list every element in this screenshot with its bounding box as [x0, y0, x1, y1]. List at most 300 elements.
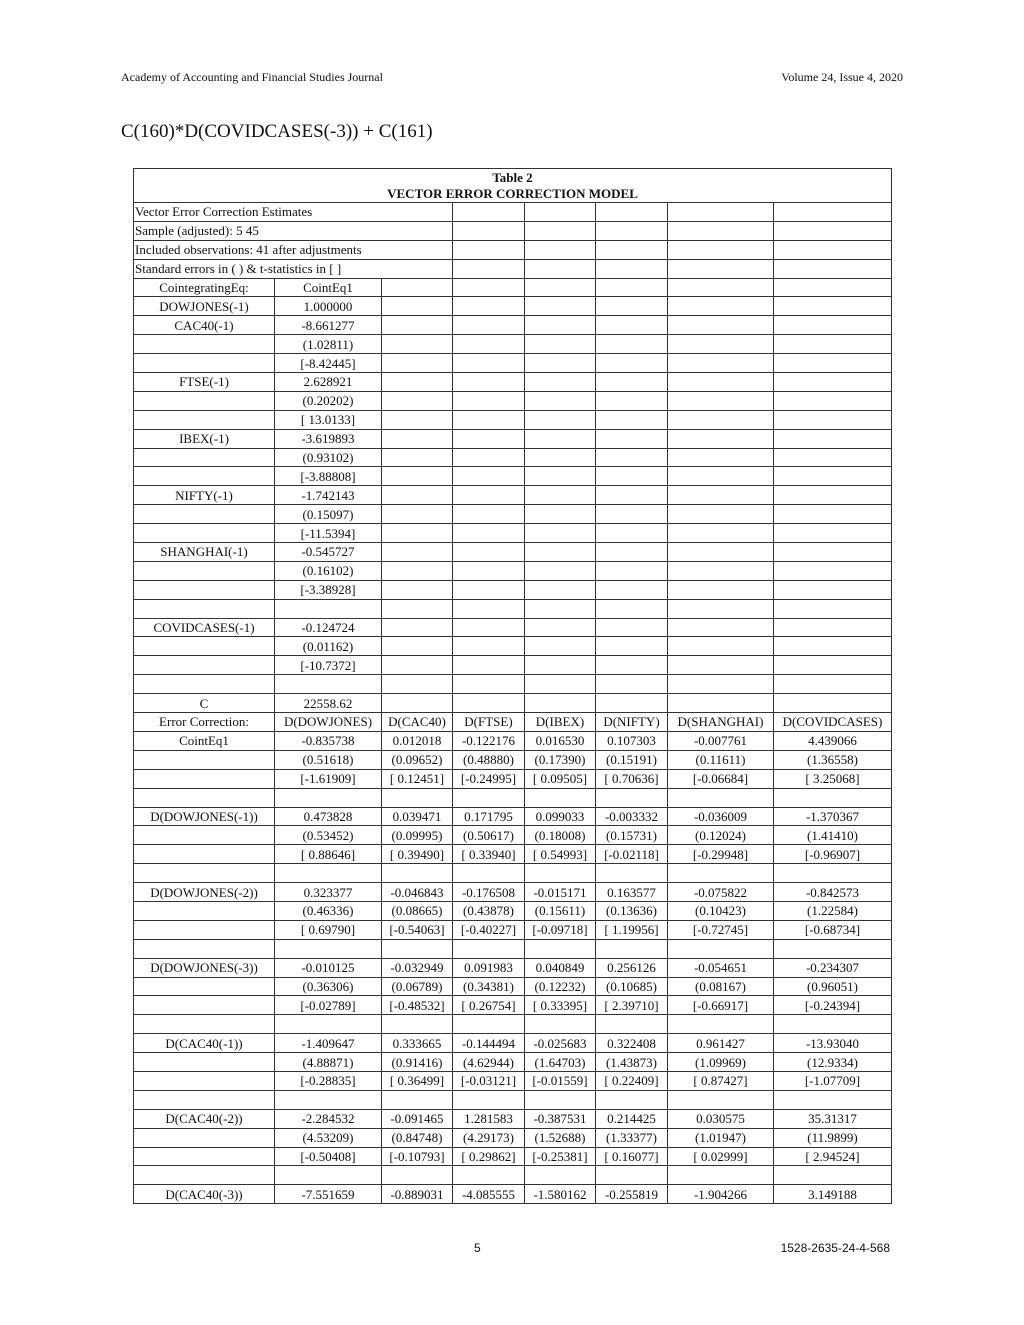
note-row [134, 221, 892, 240]
table-cell [275, 1015, 382, 1034]
table-cell [668, 278, 774, 297]
table-row [134, 883, 892, 902]
table-cell: [ 1.19956] [596, 920, 668, 939]
row-label [134, 845, 275, 864]
table-cell: -0.075822 [668, 883, 774, 902]
table-cell [453, 240, 525, 259]
table-cell: [-0.03121] [453, 1071, 525, 1090]
table-cell: -0.122176 [453, 731, 525, 750]
table-cell [382, 561, 453, 580]
table-cell [596, 467, 668, 486]
table-cell [668, 505, 774, 524]
table-row [134, 278, 892, 297]
table-cell [382, 486, 453, 505]
table-cell [774, 448, 892, 467]
table-cell [525, 259, 596, 278]
table-cell: -13.93040 [774, 1034, 892, 1053]
table-cell: [ 13.0133] [275, 410, 382, 429]
table-cell [382, 656, 453, 675]
table-cell: (0.01162) [275, 637, 382, 656]
row-label: D(DOWJONES(-3)) [134, 958, 275, 977]
table-cell [525, 316, 596, 335]
table-cell: (0.20202) [275, 391, 382, 410]
table-cell [275, 864, 382, 883]
table-cell [525, 694, 596, 713]
table-cell: -0.234307 [774, 958, 892, 977]
row-label [134, 769, 275, 788]
column-header: D(SHANGHAI) [668, 713, 774, 732]
table-cell: [-8.42445] [275, 354, 382, 373]
table-cell [453, 1166, 525, 1185]
table-cell: (0.15611) [525, 901, 596, 920]
table-cell [774, 373, 892, 392]
table-cell: -1.409647 [275, 1034, 382, 1053]
table-cell: 0.039471 [382, 807, 453, 826]
table-row [134, 731, 892, 750]
journal-title: Academy of Accounting and Financial Studies Journal [121, 70, 383, 84]
table-cell [774, 297, 892, 316]
row-label [134, 1053, 275, 1072]
row-label: D(CAC40(-3)) [134, 1185, 275, 1204]
table-cell [382, 505, 453, 524]
row-label: COVIDCASES(-1) [134, 618, 275, 637]
row-label [134, 977, 275, 996]
table-cell: (12.9334) [774, 1053, 892, 1072]
table-cell [382, 1090, 453, 1109]
row-label [134, 524, 275, 543]
table-cell [453, 354, 525, 373]
table-row [134, 920, 892, 939]
table-cell [596, 505, 668, 524]
table-cell: (0.08665) [382, 901, 453, 920]
table-cell [453, 1015, 525, 1034]
table-cell: -2.284532 [275, 1109, 382, 1128]
table-cell [668, 391, 774, 410]
table-cell: (0.10423) [668, 901, 774, 920]
table-cell: (1.36558) [774, 750, 892, 769]
volume-issue: Volume 24, Issue 4, 2020 [781, 70, 903, 84]
table-cell: -0.007761 [668, 731, 774, 750]
table-row [134, 901, 892, 920]
table-row [134, 373, 892, 392]
table-cell [596, 618, 668, 637]
table-cell [596, 939, 668, 958]
table-cell [453, 335, 525, 354]
table-cell: [ 0.69790] [275, 920, 382, 939]
table-cell: (0.15731) [596, 826, 668, 845]
table-cell: [-0.25381] [525, 1147, 596, 1166]
table-row [134, 524, 892, 543]
table-cell [596, 580, 668, 599]
table-row [134, 750, 892, 769]
table-cell: [ 0.88646] [275, 845, 382, 864]
table-cell: (0.12024) [668, 826, 774, 845]
table-cell: 2.628921 [275, 373, 382, 392]
table-cell [668, 637, 774, 656]
table-cell: 0.333665 [382, 1034, 453, 1053]
table-cell: [-0.72745] [668, 920, 774, 939]
table-cell: CointEq1 [275, 278, 382, 297]
table-row [134, 807, 892, 826]
table-cell [525, 373, 596, 392]
table-caption-row [134, 169, 892, 203]
table-cell: 0.030575 [668, 1109, 774, 1128]
table-cell [774, 656, 892, 675]
table-cell: [ 2.39710] [596, 996, 668, 1015]
table-cell [525, 240, 596, 259]
table-cell [774, 1166, 892, 1185]
table-cell: -1.370367 [774, 807, 892, 826]
table-row [134, 1109, 892, 1128]
table-cell: -1.742143 [275, 486, 382, 505]
note-row [134, 203, 892, 222]
row-label [134, 656, 275, 675]
table-cell: 0.256126 [596, 958, 668, 977]
table-cell [525, 561, 596, 580]
table-cell [774, 1090, 892, 1109]
row-label [134, 637, 275, 656]
table-cell [774, 637, 892, 656]
table-cell: -0.091465 [382, 1109, 453, 1128]
table-cell [382, 637, 453, 656]
row-label: D(DOWJONES(-1)) [134, 807, 275, 826]
table-row [134, 1185, 892, 1204]
table-cell [382, 599, 453, 618]
table-cell [382, 429, 453, 448]
table-cell: 0.214425 [596, 1109, 668, 1128]
table-cell: [-0.02789] [275, 996, 382, 1015]
table-cell: 0.107303 [596, 731, 668, 750]
note-text: Vector Error Correction Estimates [134, 203, 453, 222]
table-row [134, 410, 892, 429]
table-cell [596, 599, 668, 618]
row-label [134, 391, 275, 410]
table-cell [382, 524, 453, 543]
column-header: D(NIFTY) [596, 713, 668, 732]
table-cell: (1.22584) [774, 901, 892, 920]
table-cell: -0.124724 [275, 618, 382, 637]
table-cell [525, 429, 596, 448]
column-header: D(COVIDCASES) [774, 713, 892, 732]
table-cell [382, 316, 453, 335]
table-cell [382, 580, 453, 599]
table-cell [774, 505, 892, 524]
table-cell: (0.84748) [382, 1128, 453, 1147]
table-cell [596, 259, 668, 278]
table-cell [668, 221, 774, 240]
table-cell: (0.13636) [596, 901, 668, 920]
table-cell [453, 524, 525, 543]
table-row [134, 694, 892, 713]
row-label: NIFTY(-1) [134, 486, 275, 505]
table-caption [134, 169, 892, 203]
table-cell: (0.08167) [668, 977, 774, 996]
table-cell [453, 1090, 525, 1109]
table-cell [774, 788, 892, 807]
table-cell: (1.64703) [525, 1053, 596, 1072]
table-cell: (1.02811) [275, 335, 382, 354]
table-cell [382, 410, 453, 429]
table-cell [668, 864, 774, 883]
table-cell: [ 0.54993] [525, 845, 596, 864]
table-cell [596, 354, 668, 373]
table-cell [774, 335, 892, 354]
page-number: 5 [474, 1241, 481, 1255]
table-row [134, 448, 892, 467]
table-cell [668, 429, 774, 448]
table-cell [668, 939, 774, 958]
table-cell [382, 1015, 453, 1034]
table-cell [525, 391, 596, 410]
table-row [134, 826, 892, 845]
table-cell [774, 618, 892, 637]
table-cell: [-0.29948] [668, 845, 774, 864]
table-cell [525, 788, 596, 807]
table-cell [453, 278, 525, 297]
table-cell: [-0.06684] [668, 769, 774, 788]
table-cell [668, 240, 774, 259]
table-cell: [-0.10793] [382, 1147, 453, 1166]
table-cell [525, 656, 596, 675]
table-cell [596, 297, 668, 316]
table-cell [382, 354, 453, 373]
table-cell: [-11.5394] [275, 524, 382, 543]
table-cell [453, 580, 525, 599]
table-cell: (0.34381) [453, 977, 525, 996]
table-cell: (0.36306) [275, 977, 382, 996]
table-row [134, 429, 892, 448]
table-cell: [-3.38928] [275, 580, 382, 599]
table-cell [668, 354, 774, 373]
table-cell: [ 0.22409] [596, 1071, 668, 1090]
table-cell [774, 561, 892, 580]
table-cell [382, 373, 453, 392]
table-cell: (0.06789) [382, 977, 453, 996]
row-label: D(CAC40(-1)) [134, 1034, 275, 1053]
table-cell [453, 618, 525, 637]
table-row [134, 769, 892, 788]
table-cell [596, 373, 668, 392]
table-row [134, 1053, 892, 1072]
table-cell: (11.9899) [774, 1128, 892, 1147]
table-cell [382, 939, 453, 958]
table-cell [596, 1166, 668, 1185]
table-cell: (0.43878) [453, 901, 525, 920]
table-cell: (0.15191) [596, 750, 668, 769]
table-cell: 0.163577 [596, 883, 668, 902]
table-cell [525, 675, 596, 694]
table-cell [668, 335, 774, 354]
table-cell [668, 259, 774, 278]
table-cell [453, 599, 525, 618]
table-cell [382, 297, 453, 316]
row-label [134, 467, 275, 486]
table-cell: [-0.09718] [525, 920, 596, 939]
table-cell [453, 467, 525, 486]
table-cell [774, 543, 892, 562]
row-label [134, 939, 275, 958]
table-row [134, 391, 892, 410]
table-cell: 0.171795 [453, 807, 525, 826]
table-cell: -0.255819 [596, 1185, 668, 1204]
table-cell [596, 675, 668, 694]
table-cell: (4.29173) [453, 1128, 525, 1147]
note-text: Sample (adjusted): 5 45 [134, 221, 453, 240]
table-cell [774, 354, 892, 373]
table-cell: -0.842573 [774, 883, 892, 902]
table-cell: [ 0.33395] [525, 996, 596, 1015]
table-cell [596, 788, 668, 807]
table-cell [596, 410, 668, 429]
table-cell: -3.619893 [275, 429, 382, 448]
table-cell: (1.01947) [668, 1128, 774, 1147]
table-cell [275, 1166, 382, 1185]
table-cell: -0.046843 [382, 883, 453, 902]
table-cell: (1.33377) [596, 1128, 668, 1147]
row-label: IBEX(-1) [134, 429, 275, 448]
table-cell [596, 429, 668, 448]
table-row [134, 335, 892, 354]
row-label: C [134, 694, 275, 713]
table-cell: -0.889031 [382, 1185, 453, 1204]
table-cell [275, 675, 382, 694]
table-cell: [-0.24394] [774, 996, 892, 1015]
table-cell: (0.53452) [275, 826, 382, 845]
table-cell: -0.032949 [382, 958, 453, 977]
table-row [134, 1147, 892, 1166]
table-row [134, 977, 892, 996]
table-cell: (1.09969) [668, 1053, 774, 1072]
table-cell: (0.18008) [525, 826, 596, 845]
table-cell [774, 1015, 892, 1034]
table-cell [525, 524, 596, 543]
table-cell [382, 391, 453, 410]
table-cell [774, 203, 892, 222]
table-cell: (0.48880) [453, 750, 525, 769]
table-cell [382, 467, 453, 486]
table-cell [668, 203, 774, 222]
table-cell [668, 524, 774, 543]
table-cell [668, 1090, 774, 1109]
table-cell: -0.054651 [668, 958, 774, 977]
table-cell [596, 694, 668, 713]
row-label: CAC40(-1) [134, 316, 275, 335]
table-cell [774, 278, 892, 297]
note-text: Included observations: 41 after adjustments [134, 240, 453, 259]
table-cell [525, 543, 596, 562]
table-cell [382, 543, 453, 562]
table-cell: [ 0.12451] [382, 769, 453, 788]
table-cell [774, 939, 892, 958]
table-cell: 22558.62 [275, 694, 382, 713]
ec-header-row [134, 713, 892, 732]
table-cell: 4.439066 [774, 731, 892, 750]
table-cell [596, 1090, 668, 1109]
table-cell: [-0.28835] [275, 1071, 382, 1090]
table-cell: (1.52688) [525, 1128, 596, 1147]
table-cell: -0.015171 [525, 883, 596, 902]
table-cell: (4.53209) [275, 1128, 382, 1147]
row-label [134, 561, 275, 580]
table-cell [525, 939, 596, 958]
table-cell: 1.281583 [453, 1109, 525, 1128]
table-cell: 0.040849 [525, 958, 596, 977]
table-cell [596, 316, 668, 335]
table-cell [596, 1015, 668, 1034]
table-cell [668, 694, 774, 713]
table-cell: [-3.88808] [275, 467, 382, 486]
table-row [134, 467, 892, 486]
table-cell: [ 0.33940] [453, 845, 525, 864]
table-cell [668, 467, 774, 486]
row-label [134, 675, 275, 694]
table-cell [525, 486, 596, 505]
table-cell: (0.51618) [275, 750, 382, 769]
table-cell [774, 694, 892, 713]
table-cell: -4.085555 [453, 1185, 525, 1204]
table-cell [453, 410, 525, 429]
table-row [134, 618, 892, 637]
table-cell [774, 580, 892, 599]
table-row [134, 637, 892, 656]
table-row [134, 580, 892, 599]
table-cell: 3.149188 [774, 1185, 892, 1204]
table-cell [525, 580, 596, 599]
column-header: D(DOWJONES) [275, 713, 382, 732]
column-header: D(IBEX) [525, 713, 596, 732]
table-cell [525, 1015, 596, 1034]
table-cell [453, 788, 525, 807]
table-cell: [ 0.29862] [453, 1147, 525, 1166]
table-cell: -8.661277 [275, 316, 382, 335]
table-cell: (0.10685) [596, 977, 668, 996]
row-label: SHANGHAI(-1) [134, 543, 275, 562]
table-cell [668, 316, 774, 335]
table-cell [596, 864, 668, 883]
table-cell [596, 543, 668, 562]
row-label [134, 335, 275, 354]
table-cell: 0.961427 [668, 1034, 774, 1053]
table-cell [525, 1090, 596, 1109]
table-cell [525, 278, 596, 297]
table-cell: 1.000000 [275, 297, 382, 316]
table-cell: [ 0.70636] [596, 769, 668, 788]
table-cell [668, 675, 774, 694]
table-cell: -0.010125 [275, 958, 382, 977]
table-cell: -0.545727 [275, 543, 382, 562]
table-cell [525, 203, 596, 222]
row-label [134, 920, 275, 939]
row-label [134, 505, 275, 524]
table-cell [774, 467, 892, 486]
table-row [134, 675, 892, 694]
table-row [134, 1128, 892, 1147]
table-row [134, 316, 892, 335]
vecm-table [133, 168, 892, 1204]
table-cell [453, 373, 525, 392]
table-cell [453, 505, 525, 524]
table-cell [275, 939, 382, 958]
table-row [134, 1071, 892, 1090]
table-cell: [ 0.16077] [596, 1147, 668, 1166]
table-cell: 0.012018 [382, 731, 453, 750]
table-cell [382, 448, 453, 467]
table-cell: (0.15097) [275, 505, 382, 524]
table-cell [453, 561, 525, 580]
table-cell: -0.025683 [525, 1034, 596, 1053]
table-cell: -7.551659 [275, 1185, 382, 1204]
table-cell [774, 221, 892, 240]
